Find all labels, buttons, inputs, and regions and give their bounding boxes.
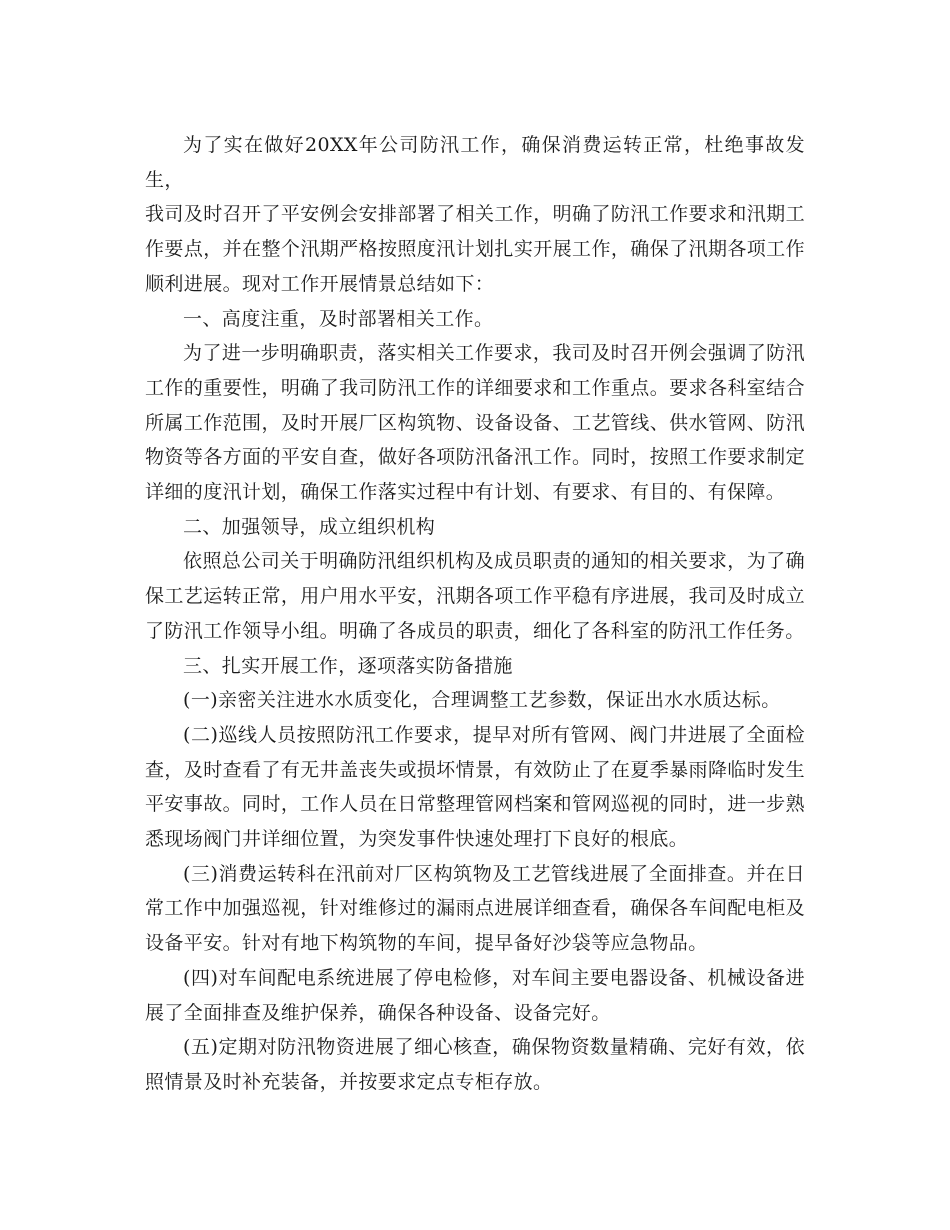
document-body: [145, 128, 805, 1100]
measure-item-3: (三)消费运转科在汛前对厂区构筑物及工艺管线进展了全面排查。并在日常工作中加强巡视，针对维修过的漏雨点进展详细查看，确保各车间配电柜及设备平安。针对有地下构筑物的车间，提早备好沙袋等应急物品。: [145, 862, 805, 955]
intro-paragraph-continued: 我司及时召开了平安例会安排部署了相关工作，明确了防汛工作要求和汛期工作要点，并在整个汛期严格按照度汛计划扎实开展工作，确保了汛期各项工作顺利进展。现对工作开展情景总结如下：: [145, 203, 805, 295]
measure-item-2: (二)巡线人员按照防汛工作要求，提早对所有管网、阀门井进展了全面检查，及时查看了有无井盖丧失或损坏情景，有效防止了在夏季暴雨降临时发生平安事故。同时，工作人员在日常整理管网档案和管网巡视的同时，进一步熟悉现场阀门井详细位置，为突发事件快速处理打下良好的根底。: [145, 723, 805, 851]
section-heading-3: 三、扎实开展工作，逐项落实防备措施: [183, 654, 513, 677]
measure-item-1: (一)亲密关注进水水质变化，合理调整工艺参数，保证出水水质达标。: [183, 689, 781, 712]
section-2-body: 依照总公司关于明确防汛组织机构及成员职责的通知的相关要求，为了确保工艺运转正常，用户用水平安，汛期各项工作平稳有序进展，我司及时成立了防汛工作领导小组。明确了各成员的职责，细化了各科室的防汛工作任务。: [145, 550, 805, 642]
section-heading-2: 二、加强领导，成立组织机构: [183, 515, 436, 538]
measure-item-5: (五)定期对防汛物资进展了细心核查，确保物资数量精确、完好有效，依照情景及时补充装备，并按要求定点专柜存放。: [145, 1036, 805, 1093]
section-1-body: 为了进一步明确职责，落实相关工作要求，我司及时召开例会强调了防汛工作的重要性，明确了我司防汛工作的详细要求和工作重点。要求各科室结合所属工作范围，及时开展厂区构筑物、设备设备、工艺管线、供水管网、防汛物资等各方面的平安自查，做好各项防汛备汛工作。同时，按照工作要求制定详细的度汛计划，确保工作落实过程中有计划、有要求、有目的、有保障。: [145, 342, 805, 504]
measure-item-4: (四)对车间配电系统进展了停电检修，对车间主要电器设备、机械设备进展了全面排查及维护保养，确保各种设备、设备完好。: [145, 966, 805, 1024]
section-heading-1: 一、高度注重，及时部署相关工作。: [183, 307, 494, 330]
intro-paragraph-opening: 为了实在做好20XX年公司防汛工作，确保消费运转正常，杜绝事故发生，: [145, 134, 805, 191]
